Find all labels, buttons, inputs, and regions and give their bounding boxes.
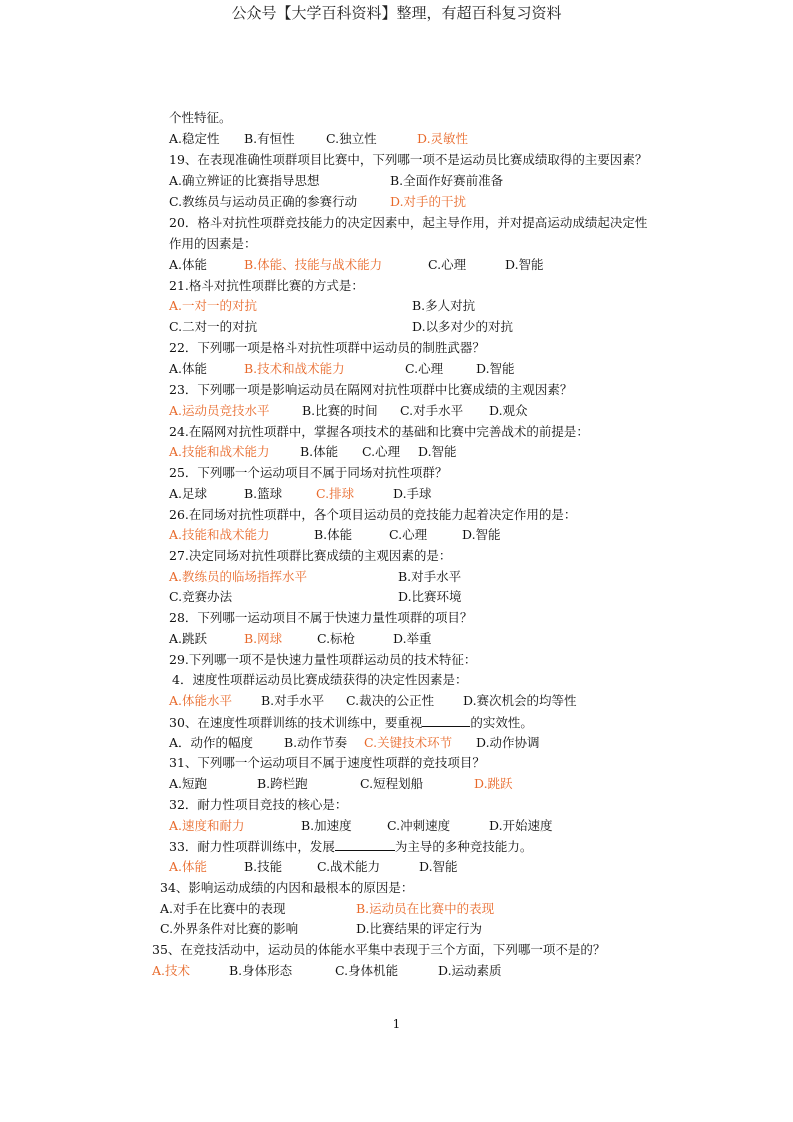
correct-answer: B.体能、技能与战术能力 [244, 257, 383, 272]
option: C.心理 [362, 444, 401, 459]
option: C.竞赛办法 [169, 589, 233, 604]
option: A.体能 [169, 361, 208, 376]
text-line: 作用的因素是： [169, 236, 257, 251]
question-text: 的实效性。 [470, 715, 533, 730]
option: D.观众 [489, 403, 528, 418]
option: C.心理 [389, 527, 428, 542]
correct-answer: B.技术和战术能力 [244, 361, 345, 376]
option: D.以多对少的对抗 [412, 319, 514, 334]
option: B.篮球 [244, 486, 283, 501]
question-28: 28．下列哪一运动项目不属于快速力量性项群的项目？ [169, 610, 473, 625]
option: C.外界条件对比赛的影响 [160, 921, 299, 936]
option: D.举重 [393, 631, 432, 646]
option: D.智能 [476, 361, 515, 376]
question-22: 22．下列哪一项是格斗对抗性项群中运动员的制胜武器？ [169, 340, 485, 355]
option: A.对手在比赛中的表现 [160, 901, 286, 916]
question-35: 35、在竞技活动中，运动员的体能水平集中表现于三个方面，下列哪一项不是的？ [152, 942, 606, 957]
option: B.体能 [314, 527, 353, 542]
question-27: 27.决定同场对抗性项群比赛成绩的主观因素的是： [169, 548, 452, 563]
option: B.多人对抗 [412, 298, 476, 313]
text-line: 个性特征。 [169, 110, 232, 125]
question-31: 31、下列哪一个运动项目不属于速度性项群的竞技项目？ [169, 755, 485, 770]
option: B.对手水平 [261, 693, 325, 708]
question-24: 24.在隔网对抗性项群中，掌握各项技术的基础和比赛中完善战术的前提是： [169, 424, 589, 439]
option: D.动作协调 [476, 735, 540, 750]
correct-answer: A.教练员的临场指挥水平 [169, 569, 308, 584]
correct-answer: C.排球 [316, 486, 355, 501]
option: A.稳定性 [169, 131, 220, 146]
question-text: 为主导的多种竞技能力。 [394, 839, 533, 854]
fill-blank [335, 838, 395, 851]
option: D.智能 [419, 859, 458, 874]
option: C.独立性 [326, 131, 377, 146]
option: A.确立辨证的比赛指导思想 [169, 173, 320, 188]
question-33 [169, 838, 532, 855]
correct-answer: B.网球 [244, 631, 283, 646]
option: C.教练员与运动员正确的参赛行动 [169, 194, 358, 209]
option: C.冲刺速度 [387, 818, 451, 833]
option: C.战术能力 [317, 859, 381, 874]
question-26: 26.在同场对抗性项群中，各个项目运动员的竞技能力起着决定作用的是： [169, 507, 577, 522]
correct-answer: A.运动员竞技水平 [169, 403, 270, 418]
option: B.对手水平 [398, 569, 462, 584]
page-header: 公众号【大学百科资料】整理，有超百科复习资料 [231, 4, 562, 22]
option: D.智能 [462, 527, 501, 542]
question-25: 25．下列哪一个运动项目不属于同场对抗性项群？ [169, 465, 448, 480]
option: D.赛次机会的均等性 [463, 693, 577, 708]
option: B.有恒性 [244, 131, 295, 146]
correct-answer: D.跳跃 [474, 776, 513, 791]
question-34: 34、影响运动成绩的内因和最根本的原因是： [160, 880, 414, 895]
question-30 [169, 714, 533, 731]
option: B.体能 [300, 444, 339, 459]
correct-answer: A.体能水平 [169, 693, 233, 708]
option: D.比赛结果的评定行为 [356, 921, 483, 936]
option: C.对手水平 [400, 403, 464, 418]
option: B.比赛的时间 [302, 403, 378, 418]
option: C.心理 [428, 257, 467, 272]
correct-answer: D.对手的干扰 [390, 194, 467, 209]
question-4: 4．速度性项群运动员比赛成绩获得的决定性因素是： [172, 672, 468, 687]
option: D.比赛环境 [398, 589, 462, 604]
option: B.跨栏跑 [257, 776, 308, 791]
option: A.短跑 [169, 776, 208, 791]
option: A.跳跃 [169, 631, 208, 646]
correct-answer: A.体能 [169, 859, 208, 874]
question-29: 29.下列哪一项不是快速力量性项群运动员的技术特征： [169, 652, 477, 667]
correct-answer: D.灵敏性 [417, 131, 469, 146]
correct-answer: A.技能和战术能力 [169, 527, 270, 542]
question-23: 23．下列哪一项是影响运动员在隔网对抗性项群中比赛成绩的主观因素？ [169, 382, 573, 397]
option: A.体能 [169, 257, 208, 272]
option: D.运动素质 [438, 963, 502, 978]
option: B.技能 [244, 859, 283, 874]
option: D.智能 [505, 257, 544, 272]
page-number: 1 [392, 1017, 401, 1031]
question-19: 19、在表现准确性项群项目比赛中，下列哪一项不是运动员比赛成绩取得的主要因素？ [169, 152, 648, 167]
correct-answer: A.技能和战术能力 [169, 444, 270, 459]
correct-answer: B.运动员在比赛中的表现 [356, 901, 495, 916]
question-text: 30、在速度性项群训练的技术训练中，要重视 [169, 715, 423, 730]
option: C.裁决的公正性 [346, 693, 435, 708]
correct-answer: A.速度和耐力 [169, 818, 245, 833]
correct-answer: A.一对一的对抗 [169, 298, 258, 313]
question-text: 33．耐力性项群训练中，发展 [169, 839, 335, 854]
option: B.身体形态 [229, 963, 293, 978]
option: C.心理 [405, 361, 444, 376]
option: C.身体机能 [335, 963, 399, 978]
option: C.标枪 [317, 631, 356, 646]
option: D.智能 [418, 444, 457, 459]
option: A．动作的幅度 [169, 735, 254, 750]
option: C.二对一的对抗 [169, 319, 258, 334]
fill-blank [422, 714, 470, 727]
correct-answer: C.关键技术环节 [364, 735, 453, 750]
question-21: 21.格斗对抗性项群比赛的方式是： [169, 278, 364, 293]
option: A.足球 [169, 486, 208, 501]
option: D.开始速度 [489, 818, 553, 833]
option: B.全面作好赛前准备 [390, 173, 504, 188]
question-32: 32．耐力性项目竞技的核心是： [169, 797, 348, 812]
option: B.动作节奏 [284, 735, 348, 750]
correct-answer: A.技术 [152, 963, 191, 978]
option: B.加速度 [301, 818, 352, 833]
question-20: 20．格斗对抗性项群竞技能力的决定因素中，起主导作用，并对提高运动成绩起决定性 [169, 215, 648, 230]
option: D.手球 [393, 486, 432, 501]
option: C.短程划船 [360, 776, 424, 791]
